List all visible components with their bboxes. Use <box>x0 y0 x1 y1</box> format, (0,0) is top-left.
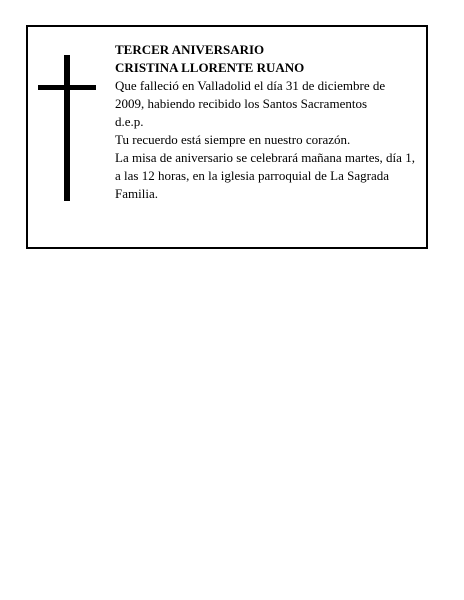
mass-announcement: La misa de aniversario se celebrará mañana martes, día 1, a las 12 horas, en la iglesia parroquial de La Sagrada Familia. <box>115 150 415 201</box>
cross-horizontal-bar <box>38 85 96 90</box>
cross-vertical-bar <box>64 55 70 201</box>
death-statement: Que falleció en Valladolid el día 31 de diciembre de 2009, habiendo recibido los Santos Sacramentos <box>115 78 386 111</box>
anniversary-heading: TERCER ANIVERSARIO <box>115 42 265 57</box>
memory-line: Tu recuerdo está siempre en nuestro corazón. <box>115 132 351 147</box>
cross-icon <box>38 55 96 201</box>
deceased-name: CRISTINA LLORENTE RUANO <box>115 60 305 75</box>
rip-text: d.e.p. <box>115 114 144 129</box>
notice-text <box>115 41 415 203</box>
obituary-notice <box>26 25 428 249</box>
